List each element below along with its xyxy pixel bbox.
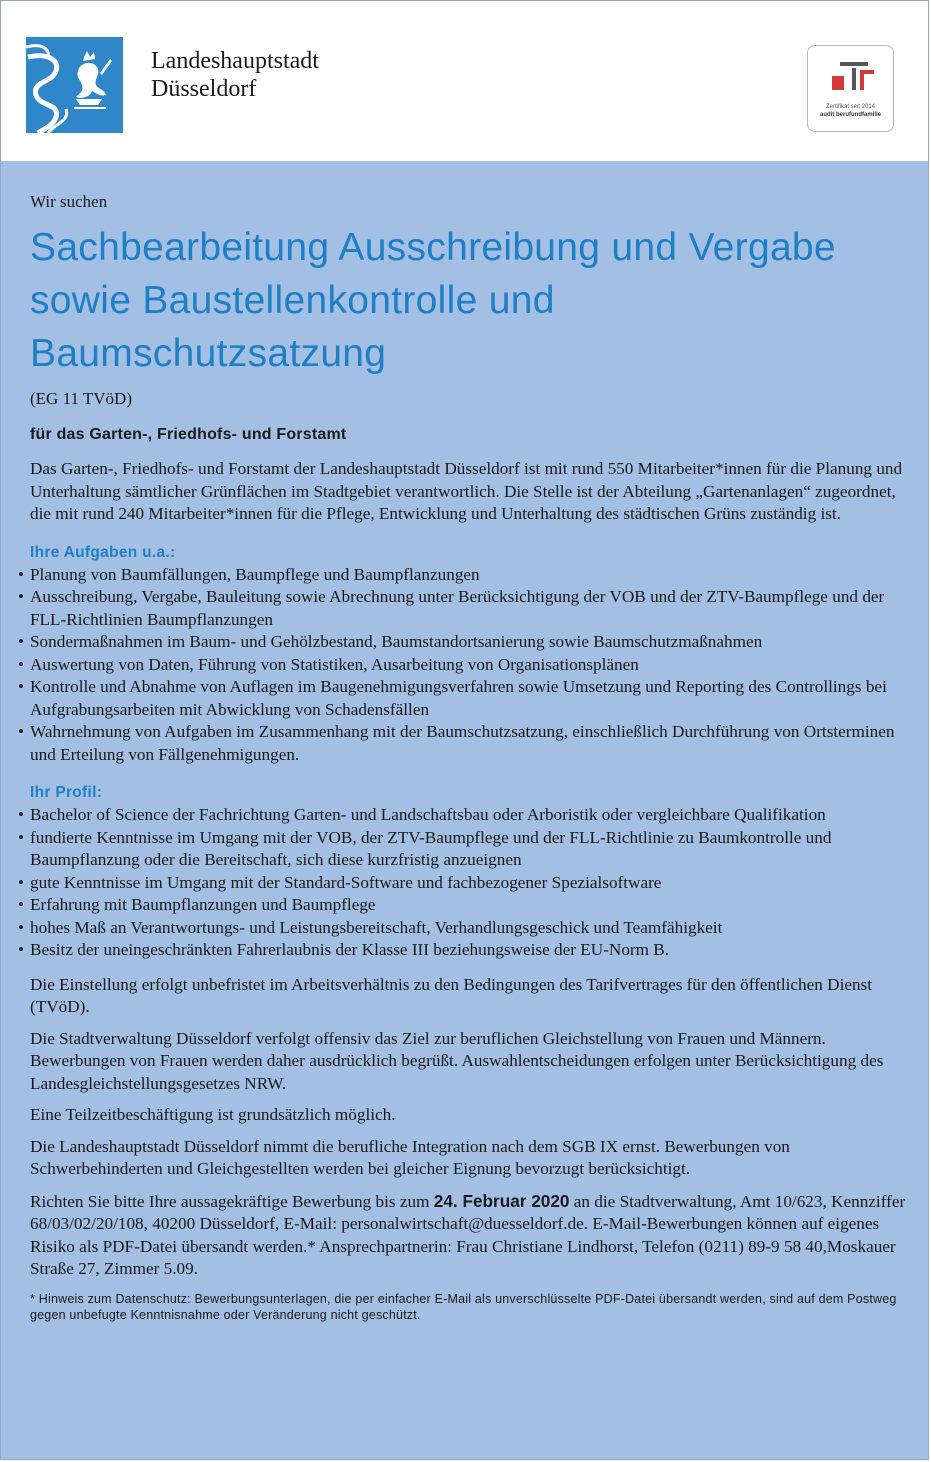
parttime-paragraph: Eine Teilzeitbeschäftigung ist grundsätzlich möglich. xyxy=(30,1105,396,1124)
employment-paragraph: Die Einstellung erfolgt unbefristet im Arbeitsverhältnis zu den Bedingungen des Tarifvertrages für den öffentlichen Dienst (TVöD). xyxy=(30,974,873,1016)
job-ad-content xyxy=(30,191,910,1323)
certificate-name: audit berufundfamilie xyxy=(819,112,881,118)
task-item: • Auswertung von Daten, Führung von Statistiken, Ausarbeitung von Organisationsplänen xyxy=(30,654,910,677)
header xyxy=(1,1,928,161)
privacy-footnote: * Hinweis zum Datenschutz: Bewerbungsunterlagen, die per einfacher E-Mail als unverschlüsselte PDF-Datei übersandt werden, sind auf dem Postweg gegen unbefugte Kenntnisnahme oder Veränderung nicht geschützt. xyxy=(30,1291,897,1322)
department: für das Garten-, Friedhofs- und Forstamt xyxy=(30,426,347,443)
task-item: • Kontrolle und Abnahme von Auflagen im Baugenehmigungsverfahren sowie Umsetzung und Reporting des Controllings bei Aufgrabungsarbeiten mit Abwicklung von Schadensfällen xyxy=(30,676,910,721)
profile-item: • Bachelor of Science der Fachrichtung Garten- und Landschaftsbau oder Arboristik oder vergleichbare Qualifikation xyxy=(30,804,910,827)
intro-text: Wir suchen xyxy=(30,192,108,211)
profile-item: • Besitz der uneingeschränkten Fahrerlaubnis der Klasse III beziehungsweise der EU-Norm B. xyxy=(30,939,910,962)
profile-item: • hohes Maß an Verantwortungs- und Leistungsbereitschaft, Verhandlungsgeschick und Teamfähigkeit xyxy=(30,917,910,940)
application-paragraph xyxy=(30,1190,910,1281)
audit-logo-icon xyxy=(808,46,895,102)
department-description: Das Garten-, Friedhofs- und Forstamt der Landeshauptstadt Düsseldorf ist mit rund 550 Mitarbeiter*innen für die Planung und Unterhaltung sämtlicher Grünflächen im Stadtgebiet verantwortlich. Die Stelle ist der Abteilung „Gartenanlagen“ zugeordnet, die mit rund 240 Mitarbeiter*innen für die Pflege, Entwicklung und Unterhaltung des städtischen Grüns zuständig ist. xyxy=(30,459,903,523)
profile-heading: Ihr Profil: xyxy=(30,784,103,801)
profile-item: • gute Kenntnisse im Umgang mit der Standard-Software und fachbezogener Spezialsoftware xyxy=(30,872,910,895)
task-item: • Sondermaßnahmen im Baum- und Gehölzbestand, Baumstandortsanierung sowie Baumschutzmaßnahmen xyxy=(30,631,910,654)
city-name-line1: Landeshauptstadt xyxy=(151,48,319,74)
task-item: • Planung von Baumfällungen, Baumpflege und Baumpflanzungen xyxy=(30,564,910,587)
certificate-since: Zertifikat seit 2014 xyxy=(825,104,876,110)
equality-paragraph: Die Stadtverwaltung Düsseldorf verfolgt offensiv das Ziel zur beruflichen Gleichstellung von Frauen und Männern. Bewerbungen von Frauen werden daher ausdrücklich begrüßt. Auswahlentscheidungen erfolgen unter Berücksichtigung des Landesgleichstellungsgesetzes NRW. xyxy=(30,1028,884,1093)
job-title: Sachbearbeitung Ausschreibung und Vergabe sowie Baustellenkontrolle und Baumschutzsatzung xyxy=(30,226,836,375)
application-deadline: 24. Februar 2020 xyxy=(433,1190,570,1211)
task-item: • Ausschreibung, Vergabe, Bauleitung sowie Abrechnung unter Berücksichtigung der VOB und der ZTV-Baumpflege und der FLL-Richtlinien Baumpflanzungen xyxy=(30,586,910,631)
profile-list xyxy=(30,804,910,962)
city-coat-of-arms-logo xyxy=(26,37,123,133)
tasks-list xyxy=(30,564,910,767)
profile-item: • Erfahrung mit Baumpflanzungen und Baumpflege xyxy=(30,894,910,917)
application-details: an die Stadtverwaltung, Amt 10/623, Kennziffer 68/03/02/20/108, 40200 Düsseldorf, E-Mail: personalwirtschaft@duesseldorf.de. E-Mail-Bewerbungen können auf eigenes Risiko als PDF-Datei übersandt werden.* Ansprechpartnerin: Frau Christiane Lindhorst, Telefon (0211) 89-9 58 40,Moskauer Straße 27, Zimmer 5.09. xyxy=(30,1191,906,1278)
integration-paragraph: Die Landeshauptstadt Düsseldorf nimmt die berufliche Integration nach dem SGB IX ernst. Bewerbungen von Schwerbehinderten und Gleichgestellten werden bei gleicher Eignung bevorzugt berücksichtigt. xyxy=(30,1136,790,1178)
audit-certificate-badge xyxy=(807,45,894,132)
application-intro: Richten Sie bitte Ihre aussagekräftige Bewerbung bis zum xyxy=(30,1191,430,1211)
task-item: • Wahrnehmung von Aufgaben im Zusammenhang mit der Baumschutzsatzung, einschließlich Durchführung von Ortsterminen und Erteilung von Fällgenehmigungen. xyxy=(30,721,910,766)
tasks-heading: Ihre Aufgaben u.a.: xyxy=(30,543,176,561)
city-name xyxy=(151,47,319,103)
city-name-line2: Düsseldorf xyxy=(151,76,257,102)
profile-item: • fundierte Kenntnisse im Umgang mit der VOB, der ZTV-Baumpflege und der FLL-Richtlinie zu Baumkontrolle und Baumpflanzung oder die Bereitschaft, sich diese kurzfristig anzueignen xyxy=(30,827,910,872)
pay-grade: (EG 11 TVöD) xyxy=(30,389,132,408)
